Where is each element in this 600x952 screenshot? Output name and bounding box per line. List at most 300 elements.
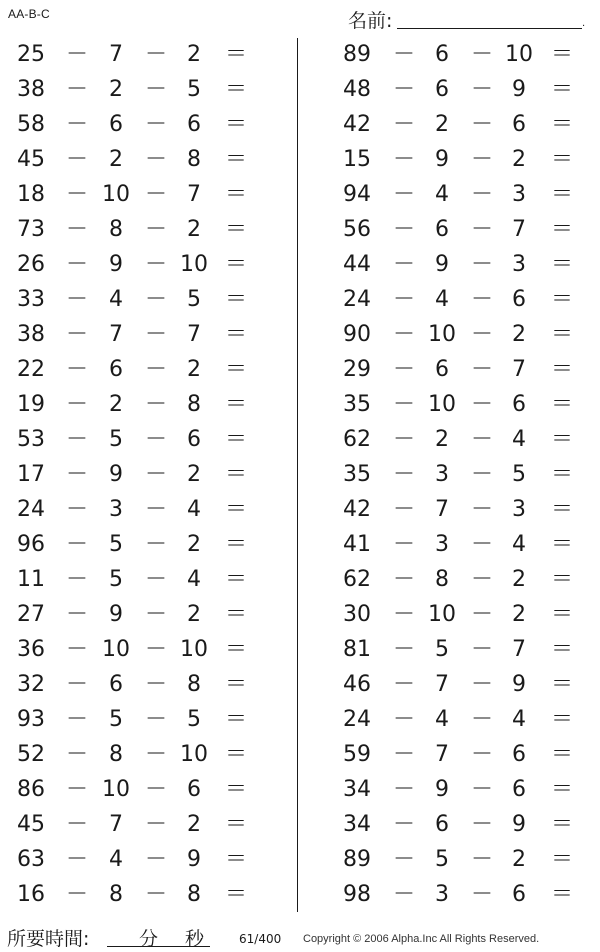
problem-subtrahend-1: 5 <box>435 847 449 872</box>
minus-sign: － <box>393 427 416 452</box>
problem-minuend: 98 <box>343 882 371 907</box>
problem-row <box>298 73 600 108</box>
time-taken-label: 所要時間: <box>7 928 90 950</box>
minus-sign: － <box>66 532 89 557</box>
problem-minuend: 34 <box>343 812 371 837</box>
minus-sign: － <box>145 182 168 207</box>
problem-subtrahend-2: 3 <box>512 252 526 277</box>
problem-subtrahend-2: 5 <box>512 462 526 487</box>
minus-sign: － <box>393 497 416 522</box>
problem-subtrahend-2: 2 <box>187 532 201 557</box>
name-field <box>348 6 588 30</box>
problem-column-right <box>298 38 600 913</box>
problem-minuend: 81 <box>343 637 371 662</box>
minus-sign: － <box>393 77 416 102</box>
problem-subtrahend-1: 5 <box>109 532 123 557</box>
minus-sign: － <box>393 42 416 67</box>
minus-sign: － <box>66 637 89 662</box>
problem-subtrahend-2: 3 <box>512 497 526 522</box>
equals-sign: ＝ <box>225 147 248 172</box>
minus-sign: － <box>145 112 168 137</box>
problem-subtrahend-1: 9 <box>435 147 449 172</box>
problem-row <box>0 423 296 458</box>
problem-subtrahend-2: 2 <box>187 602 201 627</box>
problem-minuend: 45 <box>17 147 45 172</box>
equals-sign: ＝ <box>225 252 248 277</box>
problem-subtrahend-2: 6 <box>512 882 526 907</box>
equals-sign: ＝ <box>551 532 574 557</box>
equals-sign: ＝ <box>225 532 248 557</box>
equals-sign: ＝ <box>225 217 248 242</box>
problem-subtrahend-1: 2 <box>109 392 123 417</box>
equals-sign: ＝ <box>225 392 248 417</box>
problem-minuend: 90 <box>343 322 371 347</box>
problem-subtrahend-1: 7 <box>435 742 449 767</box>
problem-subtrahend-2: 8 <box>187 147 201 172</box>
problem-subtrahend-2: 7 <box>187 322 201 347</box>
problem-row <box>298 213 600 248</box>
problem-row <box>0 493 296 528</box>
problem-subtrahend-2: 9 <box>512 77 526 102</box>
minus-sign: － <box>145 672 168 697</box>
minus-sign: － <box>145 707 168 732</box>
problem-subtrahend-1: 8 <box>435 567 449 592</box>
problem-subtrahend-1: 5 <box>109 707 123 732</box>
problem-row <box>0 878 296 913</box>
minus-sign: － <box>145 602 168 627</box>
problem-subtrahend-1: 10 <box>102 777 130 802</box>
problem-row <box>0 668 296 703</box>
equals-sign: ＝ <box>225 602 248 627</box>
minus-sign: － <box>471 357 494 382</box>
problem-subtrahend-1: 4 <box>435 287 449 312</box>
problem-subtrahend-2: 2 <box>187 812 201 837</box>
equals-sign: ＝ <box>551 182 574 207</box>
problem-row <box>0 283 296 318</box>
equals-sign: ＝ <box>551 847 574 872</box>
minus-sign: － <box>66 42 89 67</box>
problem-subtrahend-2: 4 <box>512 427 526 452</box>
minus-sign: － <box>145 497 168 522</box>
problem-minuend: 73 <box>17 217 45 242</box>
problem-minuend: 53 <box>17 427 45 452</box>
problem-subtrahend-2: 4 <box>187 567 201 592</box>
problem-subtrahend-2: 6 <box>512 392 526 417</box>
problem-subtrahend-1: 9 <box>109 602 123 627</box>
problem-subtrahend-1: 7 <box>109 812 123 837</box>
problem-row <box>298 598 600 633</box>
minus-sign: － <box>145 462 168 487</box>
problem-row <box>298 738 600 773</box>
problem-row <box>0 143 296 178</box>
problem-row <box>298 878 600 913</box>
problem-row <box>0 108 296 143</box>
problem-row <box>0 458 296 493</box>
equals-sign: ＝ <box>225 77 248 102</box>
problem-subtrahend-1: 8 <box>109 882 123 907</box>
equals-sign: ＝ <box>551 637 574 662</box>
problem-subtrahend-2: 2 <box>187 462 201 487</box>
equals-sign: ＝ <box>551 217 574 242</box>
equals-sign: ＝ <box>551 252 574 277</box>
problem-subtrahend-1: 2 <box>109 147 123 172</box>
problem-subtrahend-1: 2 <box>435 112 449 137</box>
minus-sign: － <box>471 287 494 312</box>
problem-subtrahend-2: 8 <box>187 672 201 697</box>
minus-sign: － <box>66 217 89 242</box>
equals-sign: ＝ <box>225 882 248 907</box>
minus-sign: － <box>145 532 168 557</box>
problem-subtrahend-1: 7 <box>435 497 449 522</box>
problem-subtrahend-1: 9 <box>435 252 449 277</box>
problem-subtrahend-2: 5 <box>187 707 201 732</box>
problem-subtrahend-1: 6 <box>109 672 123 697</box>
problem-minuend: 48 <box>343 77 371 102</box>
minus-sign: － <box>471 637 494 662</box>
problem-subtrahend-1: 6 <box>435 217 449 242</box>
problem-minuend: 24 <box>17 497 45 522</box>
problem-subtrahend-2: 8 <box>187 392 201 417</box>
minus-sign: － <box>471 42 494 67</box>
equals-sign: ＝ <box>225 322 248 347</box>
problem-subtrahend-1: 3 <box>435 462 449 487</box>
minus-sign: － <box>66 357 89 382</box>
minus-sign: － <box>393 672 416 697</box>
problem-row <box>298 493 600 528</box>
minus-sign: － <box>66 777 89 802</box>
equals-sign: ＝ <box>225 637 248 662</box>
problem-subtrahend-2: 2 <box>187 42 201 67</box>
minus-sign: － <box>471 427 494 452</box>
minus-sign: － <box>471 602 494 627</box>
minus-sign: － <box>145 322 168 347</box>
problem-row <box>0 213 296 248</box>
minus-sign: － <box>471 742 494 767</box>
problem-minuend: 35 <box>343 392 371 417</box>
problem-minuend: 89 <box>343 847 371 872</box>
minus-sign: － <box>393 287 416 312</box>
problem-minuend: 15 <box>343 147 371 172</box>
minus-sign: － <box>393 357 416 382</box>
problem-subtrahend-1: 10 <box>428 392 456 417</box>
problem-row <box>0 353 296 388</box>
problem-minuend: 36 <box>17 637 45 662</box>
problem-row <box>298 843 600 878</box>
minus-sign: － <box>393 252 416 277</box>
problem-row <box>0 528 296 563</box>
problem-row <box>298 703 600 738</box>
equals-sign: ＝ <box>551 882 574 907</box>
problem-minuend: 94 <box>343 182 371 207</box>
equals-sign: ＝ <box>551 322 574 347</box>
problem-subtrahend-2: 6 <box>512 287 526 312</box>
problem-subtrahend-2: 6 <box>512 112 526 137</box>
worksheet-code: AA-B-C <box>8 7 50 21</box>
minus-sign: － <box>393 777 416 802</box>
problem-minuend: 26 <box>17 252 45 277</box>
time-taken-field <box>7 924 222 950</box>
equals-sign: ＝ <box>551 462 574 487</box>
minus-sign: － <box>471 567 494 592</box>
minus-sign: － <box>471 112 494 137</box>
minus-sign: － <box>393 637 416 662</box>
problem-row <box>0 563 296 598</box>
problem-subtrahend-2: 6 <box>512 742 526 767</box>
equals-sign: ＝ <box>551 357 574 382</box>
problem-row <box>0 808 296 843</box>
problem-row <box>0 388 296 423</box>
equals-sign: ＝ <box>225 427 248 452</box>
minus-sign: － <box>471 392 494 417</box>
problem-subtrahend-2: 7 <box>187 182 201 207</box>
problem-subtrahend-2: 2 <box>512 567 526 592</box>
problem-subtrahend-1: 4 <box>435 182 449 207</box>
equals-sign: ＝ <box>225 357 248 382</box>
minus-sign: － <box>66 742 89 767</box>
minus-sign: － <box>393 882 416 907</box>
minus-sign: － <box>66 147 89 172</box>
problem-row <box>298 248 600 283</box>
problem-subtrahend-2: 4 <box>187 497 201 522</box>
problem-minuend: 30 <box>343 602 371 627</box>
equals-sign: ＝ <box>551 812 574 837</box>
problem-subtrahend-2: 6 <box>187 427 201 452</box>
minus-sign: － <box>393 217 416 242</box>
minus-sign: － <box>66 812 89 837</box>
equals-sign: ＝ <box>225 742 248 767</box>
problem-subtrahend-2: 10 <box>505 42 533 67</box>
problem-row <box>0 73 296 108</box>
problem-minuend: 38 <box>17 77 45 102</box>
problem-subtrahend-1: 9 <box>109 462 123 487</box>
equals-sign: ＝ <box>225 182 248 207</box>
problem-subtrahend-2: 6 <box>187 112 201 137</box>
problem-minuend: 58 <box>17 112 45 137</box>
problem-minuend: 62 <box>343 567 371 592</box>
problem-subtrahend-1: 2 <box>435 427 449 452</box>
minus-sign: － <box>66 77 89 102</box>
minus-sign: － <box>145 42 168 67</box>
problem-row <box>298 668 600 703</box>
minus-sign: － <box>393 147 416 172</box>
problem-minuend: 45 <box>17 812 45 837</box>
equals-sign: ＝ <box>551 777 574 802</box>
minus-sign: － <box>145 357 168 382</box>
problem-minuend: 34 <box>343 777 371 802</box>
problem-subtrahend-1: 6 <box>435 812 449 837</box>
problem-subtrahend-1: 3 <box>109 497 123 522</box>
minus-sign: － <box>66 322 89 347</box>
minus-sign: － <box>145 427 168 452</box>
copyright-notice: Copyright © 2006 Alpha.Inc All Rights Reserved. <box>303 933 540 945</box>
problem-row <box>0 248 296 283</box>
minus-sign: － <box>66 462 89 487</box>
problem-row <box>298 143 600 178</box>
problem-subtrahend-1: 10 <box>102 637 130 662</box>
problem-subtrahend-1: 3 <box>435 532 449 557</box>
problem-row <box>0 773 296 808</box>
minus-sign: － <box>471 707 494 732</box>
minus-sign: － <box>66 847 89 872</box>
problem-minuend: 59 <box>343 742 371 767</box>
problem-subtrahend-1: 7 <box>109 42 123 67</box>
problem-minuend: 86 <box>17 777 45 802</box>
problem-minuend: 96 <box>17 532 45 557</box>
problem-subtrahend-1: 5 <box>435 637 449 662</box>
minus-sign: － <box>145 882 168 907</box>
problem-subtrahend-2: 10 <box>180 252 208 277</box>
name-write-line <box>397 28 582 29</box>
equals-sign: ＝ <box>551 287 574 312</box>
problem-subtrahend-1: 10 <box>102 182 130 207</box>
minus-sign: － <box>66 672 89 697</box>
problem-subtrahend-1: 7 <box>109 322 123 347</box>
minus-sign: － <box>66 567 89 592</box>
minus-sign: － <box>66 497 89 522</box>
problem-minuend: 52 <box>17 742 45 767</box>
problem-subtrahend-2: 6 <box>187 777 201 802</box>
seconds-unit: 秒 <box>185 928 205 950</box>
problem-row <box>0 843 296 878</box>
problem-minuend: 38 <box>17 322 45 347</box>
problem-minuend: 42 <box>343 112 371 137</box>
minus-sign: － <box>393 602 416 627</box>
problem-subtrahend-2: 10 <box>180 742 208 767</box>
problem-subtrahend-2: 9 <box>187 847 201 872</box>
problem-subtrahend-1: 6 <box>109 112 123 137</box>
minus-sign: － <box>66 112 89 137</box>
equals-sign: ＝ <box>551 392 574 417</box>
minus-sign: － <box>471 322 494 347</box>
minus-sign: － <box>471 672 494 697</box>
problem-minuend: 19 <box>17 392 45 417</box>
problem-minuend: 33 <box>17 287 45 312</box>
minus-sign: － <box>393 322 416 347</box>
problem-subtrahend-1: 8 <box>109 217 123 242</box>
name-label: 名前: <box>348 10 393 32</box>
problem-subtrahend-1: 9 <box>435 777 449 802</box>
problem-row <box>298 633 600 668</box>
problem-row <box>298 108 600 143</box>
problem-minuend: 63 <box>17 847 45 872</box>
minus-sign: － <box>393 532 416 557</box>
minus-sign: － <box>145 392 168 417</box>
problem-subtrahend-1: 2 <box>109 77 123 102</box>
minus-sign: － <box>66 287 89 312</box>
minus-sign: － <box>145 777 168 802</box>
problem-minuend: 22 <box>17 357 45 382</box>
minus-sign: － <box>393 112 416 137</box>
problem-row <box>298 773 600 808</box>
problem-subtrahend-2: 2 <box>512 147 526 172</box>
minus-sign: － <box>471 182 494 207</box>
problem-minuend: 35 <box>343 462 371 487</box>
minus-sign: － <box>393 462 416 487</box>
problem-subtrahend-2: 2 <box>512 602 526 627</box>
problem-minuend: 42 <box>343 497 371 522</box>
problem-row <box>298 458 600 493</box>
problem-subtrahend-2: 2 <box>512 322 526 347</box>
problem-minuend: 32 <box>17 672 45 697</box>
equals-sign: ＝ <box>551 42 574 67</box>
equals-sign: ＝ <box>225 812 248 837</box>
minus-sign: － <box>145 287 168 312</box>
problem-row <box>0 738 296 773</box>
problem-row <box>298 353 600 388</box>
problem-row <box>0 318 296 353</box>
minus-sign: － <box>66 882 89 907</box>
problem-row <box>0 178 296 213</box>
problem-minuend: 27 <box>17 602 45 627</box>
problem-minuend: 25 <box>17 42 45 67</box>
problem-subtrahend-2: 2 <box>512 847 526 872</box>
equals-sign: ＝ <box>225 497 248 522</box>
equals-sign: ＝ <box>225 462 248 487</box>
equals-sign: ＝ <box>551 497 574 522</box>
problem-row <box>298 38 600 73</box>
minus-sign: － <box>393 847 416 872</box>
minus-sign: － <box>471 812 494 837</box>
equals-sign: ＝ <box>225 42 248 67</box>
problem-subtrahend-1: 8 <box>109 742 123 767</box>
problem-minuend: 44 <box>343 252 371 277</box>
problem-subtrahend-2: 7 <box>512 357 526 382</box>
problem-subtrahend-2: 5 <box>187 77 201 102</box>
problem-row <box>298 423 600 458</box>
problem-minuend: 11 <box>17 567 45 592</box>
problem-minuend: 16 <box>17 882 45 907</box>
problem-subtrahend-1: 6 <box>435 357 449 382</box>
equals-sign: ＝ <box>551 567 574 592</box>
equals-sign: ＝ <box>551 112 574 137</box>
problem-row <box>298 808 600 843</box>
problem-subtrahend-2: 7 <box>512 637 526 662</box>
minus-sign: － <box>145 847 168 872</box>
equals-sign: ＝ <box>551 147 574 172</box>
problem-minuend: 93 <box>17 707 45 732</box>
minus-sign: － <box>393 707 416 732</box>
minus-sign: － <box>145 742 168 767</box>
equals-sign: ＝ <box>551 427 574 452</box>
problem-row <box>298 528 600 563</box>
problem-minuend: 56 <box>343 217 371 242</box>
problem-minuend: 62 <box>343 427 371 452</box>
page-number: 61/400 <box>239 932 282 946</box>
minus-sign: － <box>471 217 494 242</box>
minus-sign: － <box>471 252 494 277</box>
minus-sign: － <box>471 847 494 872</box>
problem-subtrahend-2: 8 <box>187 882 201 907</box>
problem-subtrahend-2: 6 <box>512 777 526 802</box>
problem-subtrahend-1: 5 <box>109 427 123 452</box>
problem-subtrahend-2: 4 <box>512 532 526 557</box>
minus-sign: － <box>145 252 168 277</box>
problem-subtrahend-1: 7 <box>435 672 449 697</box>
problem-subtrahend-2: 2 <box>187 217 201 242</box>
problem-minuend: 29 <box>343 357 371 382</box>
name-line-end-dot: . <box>582 18 586 29</box>
minutes-unit: 分 <box>139 928 159 950</box>
problem-row <box>0 598 296 633</box>
problem-row <box>0 38 296 73</box>
problem-minuend: 41 <box>343 532 371 557</box>
minus-sign: － <box>393 392 416 417</box>
minus-sign: － <box>393 567 416 592</box>
problem-subtrahend-1: 5 <box>109 567 123 592</box>
equals-sign: ＝ <box>225 672 248 697</box>
problem-subtrahend-1: 6 <box>435 42 449 67</box>
equals-sign: ＝ <box>225 112 248 137</box>
